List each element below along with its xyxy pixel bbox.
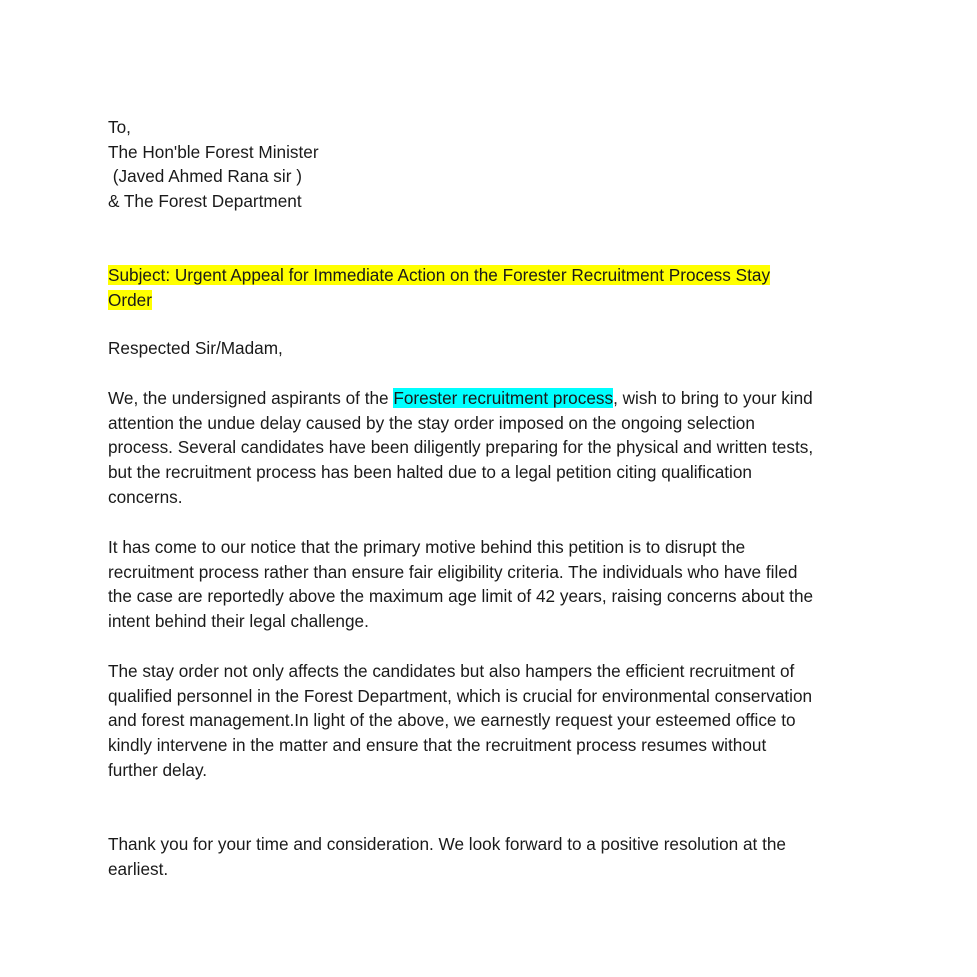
para2-line: It has come to our notice that the primary motive behind this petition is to disrupt the — [108, 537, 746, 557]
address-line: (Javed Ahmed Rana sir ) — [108, 166, 302, 187]
address-line: The Hon'ble Forest Minister — [108, 141, 319, 162]
para3-line: and forest management.In light of the above, we earnestly request your esteemed office to — [108, 710, 796, 731]
paragraph-3 — [108, 659, 812, 782]
para3-line: further delay. — [108, 759, 208, 780]
salutation: Respected Sir/Madam, — [108, 338, 283, 358]
address-block — [108, 115, 319, 214]
para1-text: , wish to bring to your kind — [613, 388, 813, 408]
closing-block — [108, 832, 786, 881]
para1-line: attention the undue delay caused by the stay order imposed on the ongoing selection — [108, 412, 755, 433]
closing-line: Thank you for your time and consideration. We look forward to a positive resolution at the — [108, 834, 786, 854]
para2-line: intent behind their legal challenge. — [108, 611, 369, 632]
paragraph-2 — [108, 535, 813, 634]
salutation-block — [108, 336, 283, 361]
subject-block — [108, 263, 770, 312]
para1-line: process. Several candidates have been diligently preparing for the physical and written tests, — [108, 437, 814, 458]
address-line: & The Forest Department — [108, 191, 302, 212]
para1-text: We, the undersigned aspirants of the — [108, 388, 394, 408]
para3-line: kindly intervene in the matter and ensure that the recruitment process resumes without — [108, 735, 767, 756]
para1-line: concerns. — [108, 486, 183, 507]
address-line: To, — [108, 117, 131, 137]
para2-line: the case are reportedly above the maximum age limit of 42 years, raising concerns about the — [108, 586, 814, 607]
para3-line: qualified personnel in the Forest Department, which is crucial for environmental conservation — [108, 685, 813, 706]
subject-line: Subject: Urgent Appeal for Immediate Action on the Forester Recruitment Process Stay — [108, 265, 771, 285]
highlighted-phrase: Forester recruitment process — [393, 388, 614, 408]
para3-line: The stay order not only affects the candidates but also hampers the efficient recruitment of — [108, 661, 795, 681]
para2-line: recruitment process rather than ensure fair eligibility criteria. The individuals who have filed — [108, 561, 798, 582]
para1-line: but the recruitment process has been halted due to a legal petition citing qualification — [108, 462, 752, 483]
paragraph-1 — [108, 386, 813, 509]
subject-line: Order — [108, 289, 152, 310]
closing-line: earliest. — [108, 858, 169, 879]
